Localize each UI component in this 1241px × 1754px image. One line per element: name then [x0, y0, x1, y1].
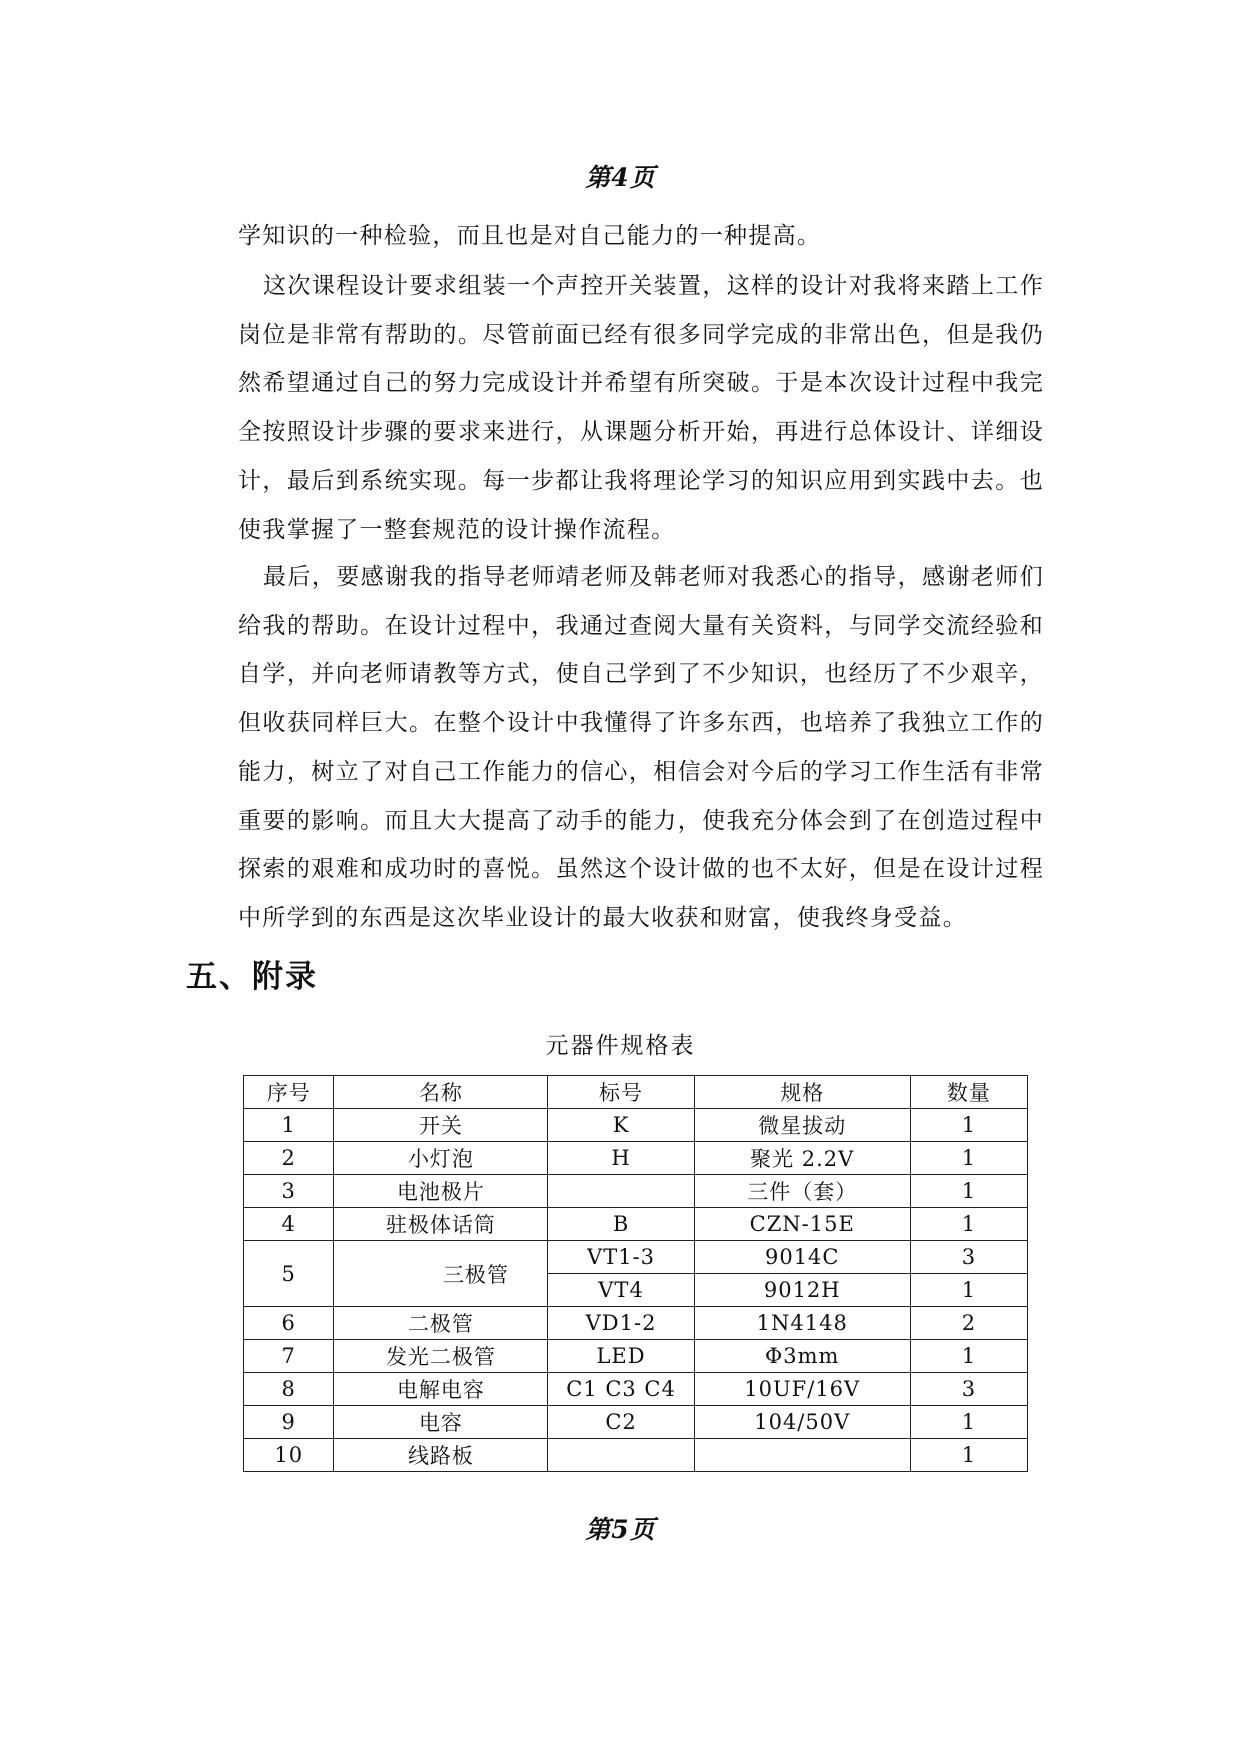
cell-spec: 1N4148: [694, 1307, 910, 1340]
cell-name: 电解电容: [334, 1373, 548, 1406]
table-row: [244, 1406, 1028, 1439]
table-row: [244, 1307, 1028, 1340]
cell-qty: 1: [910, 1406, 1027, 1439]
cell-qty: 1: [910, 1340, 1027, 1373]
cell-spec: 9012H: [694, 1274, 910, 1307]
paragraph-continued: [238, 212, 1044, 261]
cell-qty: 1: [910, 1175, 1027, 1208]
cell-qty: 1: [910, 1274, 1027, 1307]
table-row: [244, 1439, 1028, 1472]
page-header: 第4页: [585, 163, 656, 192]
cell-spec: 三件（套）: [694, 1175, 910, 1208]
cell-code: VD1-2: [548, 1307, 694, 1340]
cell-code: VT4: [548, 1274, 694, 1307]
paragraph-design: [238, 262, 1044, 554]
table-header-row: [244, 1076, 1028, 1109]
paragraph-text: 这次课程设计要求组装一个声控开关装置，这样的设计对我将来踏上工作岗位是非常有帮助的。尽管前面已经有很多同学完成的非常出色，但是我仍然希望通过自己的努力完成设计并希望有所突破。于是本次设计过程中我完全按照设计步骤的要求来进行，从课题分析开始，再进行总体设计、详细设计，最后到系统实现。每一步都让我将理论学习的知识应用到实践中去。也使我掌握了一整套规范的设计操作流程。: [238, 273, 1044, 543]
cell-seq: 4: [244, 1208, 334, 1241]
paragraph-thanks: [238, 553, 1044, 943]
cell-seq: 10: [244, 1439, 334, 1472]
cell-name-text: 三极管: [442, 1262, 509, 1287]
cell-name: 开关: [334, 1109, 548, 1142]
cell-seq: 1: [244, 1109, 334, 1142]
cell-code: C1 C3 C4: [548, 1373, 694, 1406]
section-heading: 五、附录: [186, 959, 318, 995]
cell-seq: 9: [244, 1406, 334, 1439]
cell-code: VT1-3: [548, 1241, 694, 1274]
header-seq: 序号: [244, 1076, 334, 1109]
paragraph-text: 学知识的一种检验，而且也是对自己能力的一种提高。: [238, 223, 822, 249]
cell-name: 电池极片: [334, 1175, 548, 1208]
cell-code: [548, 1439, 694, 1472]
cell-seq: 2: [244, 1142, 334, 1175]
header-name: 名称: [334, 1076, 548, 1109]
component-spec-table: [243, 1075, 1028, 1472]
table-row: [244, 1241, 1028, 1274]
cell-qty: 1: [910, 1109, 1027, 1142]
table-row: [244, 1109, 1028, 1142]
cell-name: 驻极体话筒: [334, 1208, 548, 1241]
cell-code: [548, 1175, 694, 1208]
cell-name: 线路板: [334, 1439, 548, 1472]
table-row: [244, 1208, 1028, 1241]
cell-spec: 聚光 2.2V: [694, 1142, 910, 1175]
header-code: 标号: [548, 1076, 694, 1109]
cell-seq: 7: [244, 1340, 334, 1373]
cell-spec: 10UF/16V: [694, 1373, 910, 1406]
cell-qty: 1: [910, 1439, 1027, 1472]
cell-seq: 8: [244, 1373, 334, 1406]
table-row: [244, 1175, 1028, 1208]
cell-qty: 2: [910, 1307, 1027, 1340]
cell-spec: [694, 1439, 910, 1472]
cell-name: 小灯泡: [334, 1142, 548, 1175]
cell-spec: CZN-15E: [694, 1208, 910, 1241]
cell-qty: 3: [910, 1373, 1027, 1406]
table-row: [244, 1142, 1028, 1175]
cell-name: [334, 1241, 548, 1307]
cell-seq: 6: [244, 1307, 334, 1340]
cell-code: LED: [548, 1340, 694, 1373]
cell-qty: 1: [910, 1142, 1027, 1175]
header-spec: 规格: [694, 1076, 910, 1109]
cell-spec: 104/50V: [694, 1406, 910, 1439]
cell-qty: 1: [910, 1208, 1027, 1241]
header-qty: 数量: [910, 1076, 1027, 1109]
cell-name: 发光二极管: [334, 1340, 548, 1373]
table-row: [244, 1340, 1028, 1373]
paragraph-text: 最后，要感谢我的指导老师靖老师及韩老师对我悉心的指导，感谢老师们给我的帮助。在设计过程中，我通过查阅大量有关资料，与同学交流经验和自学，并向老师请教等方式，使自己学到了不少知识，也经历了不少艰辛，但收获同样巨大。在整个设计中我懂得了许多东西，也培养了我独立工作的能力，树立了对自己工作能力的信心，相信会对今后的学习工作生活有非常重要的影响。而且大大提高了动手的能力，使我充分体会到了在创造过程中探索的艰难和成功时的喜悦。虽然这个设计做的也不太好，但是在设计过程中所学到的东西是这次毕业设计的最大收获和财富，使我终身受益。: [238, 564, 1044, 931]
table-row: [244, 1373, 1028, 1406]
cell-name: 二极管: [334, 1307, 548, 1340]
cell-code: C2: [548, 1406, 694, 1439]
cell-name: 电容: [334, 1406, 548, 1439]
page-footer: 第5页: [585, 1515, 656, 1544]
cell-code: B: [548, 1208, 694, 1241]
table-caption: 元器件规格表: [545, 1033, 696, 1059]
cell-qty: 3: [910, 1241, 1027, 1274]
cell-seq: 3: [244, 1175, 334, 1208]
cell-spec: 微星拔动: [694, 1109, 910, 1142]
cell-spec: 9014C: [694, 1241, 910, 1274]
cell-code: H: [548, 1142, 694, 1175]
cell-seq: 5: [244, 1241, 334, 1307]
cell-spec: Φ3mm: [694, 1340, 910, 1373]
cell-code: K: [548, 1109, 694, 1142]
